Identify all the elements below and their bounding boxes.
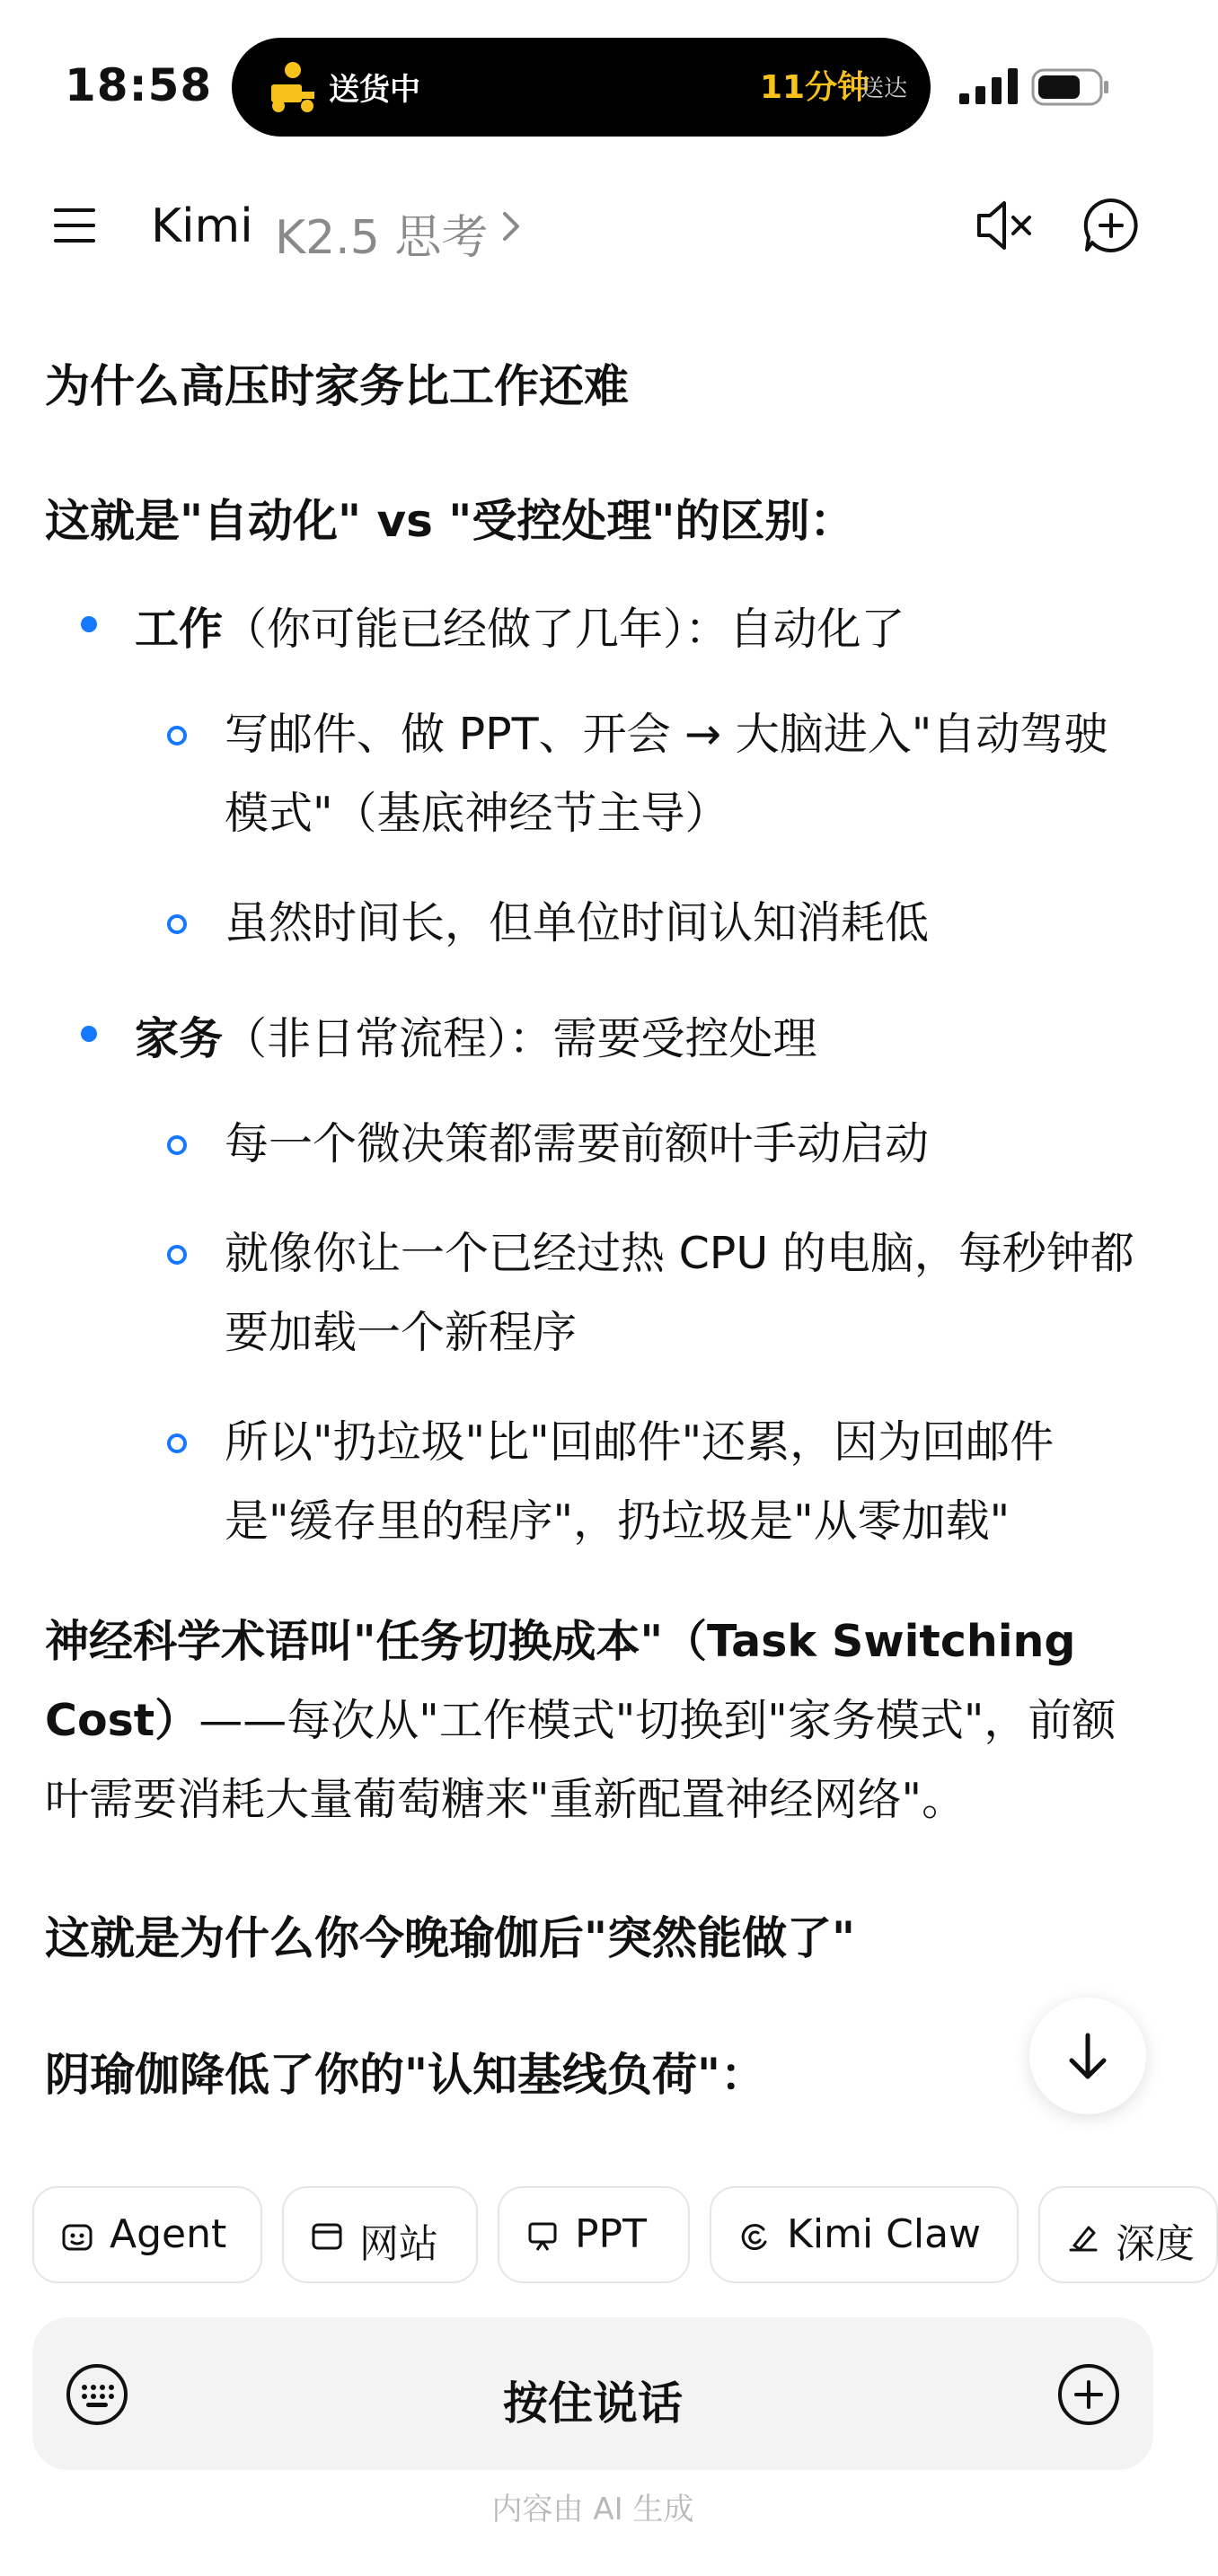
- chevron-right-icon[interactable]: [499, 208, 523, 244]
- chip-kimi-claw[interactable]: [710, 2186, 1019, 2283]
- heading-section: 这就是为什么你今晚瑜伽后"突然能做了": [45, 1912, 856, 1964]
- signal-icon: [959, 68, 1019, 104]
- sub-list-item: 写邮件、做 PPT、开会 → 大脑进入"自动驾驶模式"（基底神经节主导）: [225, 709, 1108, 839]
- delivery-status: 送货中: [329, 72, 420, 108]
- sub-bullet-dot: [167, 1135, 187, 1155]
- ai-generated-note: 内容由 AI 生成: [491, 2492, 694, 2527]
- plus-circle-icon[interactable]: [1056, 2362, 1121, 2427]
- model-selector[interactable]: K2.5 思考: [275, 211, 489, 265]
- list-item-work: [135, 595, 905, 657]
- chip-label: 网站: [359, 2221, 438, 2267]
- bullet-dot: [81, 616, 97, 632]
- paragraph-task-switching: [45, 1602, 1150, 1839]
- eta-value: 11分钟: [760, 69, 870, 106]
- chip-label: PPT: [575, 2211, 647, 2257]
- list-item-rest: （非日常流程）：需要受控处理: [223, 1013, 817, 1064]
- pen-icon: [1067, 2220, 1099, 2253]
- hold-to-talk-label[interactable]: 按住说话: [503, 2378, 683, 2430]
- bullet-dot: [81, 1026, 97, 1042]
- list-item-title: 家务: [135, 1013, 224, 1064]
- sub-list-item: 虽然时间长，但单位时间认知消耗低: [225, 897, 930, 948]
- chip-agent[interactable]: [32, 2186, 262, 2283]
- heading-title: 为什么高压时家务比工作还难: [45, 360, 629, 412]
- sub-bullet-dot: [167, 914, 187, 934]
- arrow-down-icon: [1065, 2032, 1110, 2082]
- agent-icon: [61, 2220, 93, 2253]
- claw-icon: [738, 2220, 771, 2253]
- list-item-rest: （你可能已经做了几年）：自动化了: [223, 604, 905, 655]
- browser-window-icon: [311, 2220, 343, 2253]
- delivery-rider-icon: [266, 57, 322, 115]
- dynamic-island-delivery[interactable]: [232, 38, 931, 137]
- sub-bullet-dot: [167, 1245, 187, 1265]
- heading-section: 这就是"自动化" vs "受控处理"的区别：: [45, 495, 855, 547]
- new-chat-icon[interactable]: [1081, 196, 1141, 255]
- eta-label: 送达: [861, 75, 908, 102]
- app-title: Kimi: [151, 199, 253, 253]
- chip-website[interactable]: [282, 2186, 478, 2283]
- sub-list-item: 每一个微决策都需要前额叶手动启动: [225, 1118, 930, 1169]
- voice-input-bar[interactable]: [32, 2317, 1153, 2470]
- presentation-icon: [526, 2220, 559, 2253]
- list-item-housework: [135, 1004, 817, 1067]
- paragraph-bold: 神经科学术语叫"任务切换成本"（Task Switching Cost）: [45, 1616, 1076, 1746]
- speaker-muted-icon[interactable]: [974, 196, 1035, 255]
- list-item-title: 工作: [135, 604, 224, 655]
- sub-bullet-dot: [167, 726, 187, 745]
- sub-list-item: 就像你让一个已经过热 CPU 的电脑，每秒钟都要加载一个新程序: [225, 1228, 1134, 1358]
- paragraph-rest: ——每次从"工作模式"切换到"家务模式"，前额叶需要消耗大量葡萄糖来"重新配置神经网络"。: [45, 1695, 1116, 1825]
- status-time: 18:58: [65, 59, 213, 111]
- sub-bullet-dot: [167, 1434, 187, 1453]
- chip-label: Agent: [110, 2211, 227, 2257]
- chip-deep-research[interactable]: [1038, 2186, 1218, 2283]
- chip-label: 深度: [1116, 2221, 1195, 2267]
- battery-icon: [1031, 68, 1110, 106]
- chip-label: Kimi Claw: [787, 2211, 982, 2257]
- scroll-to-bottom-button[interactable]: [1029, 1998, 1146, 2114]
- chip-ppt[interactable]: [498, 2186, 690, 2283]
- menu-icon[interactable]: [52, 205, 99, 246]
- sub-list-item: 所以"扔垃圾"比"回邮件"还累，因为回邮件是"缓存里的程序"，扔垃圾是"从零加载": [225, 1416, 1055, 1547]
- heading-section: 阴瑜伽降低了你的"认知基线负荷"：: [45, 2049, 766, 2101]
